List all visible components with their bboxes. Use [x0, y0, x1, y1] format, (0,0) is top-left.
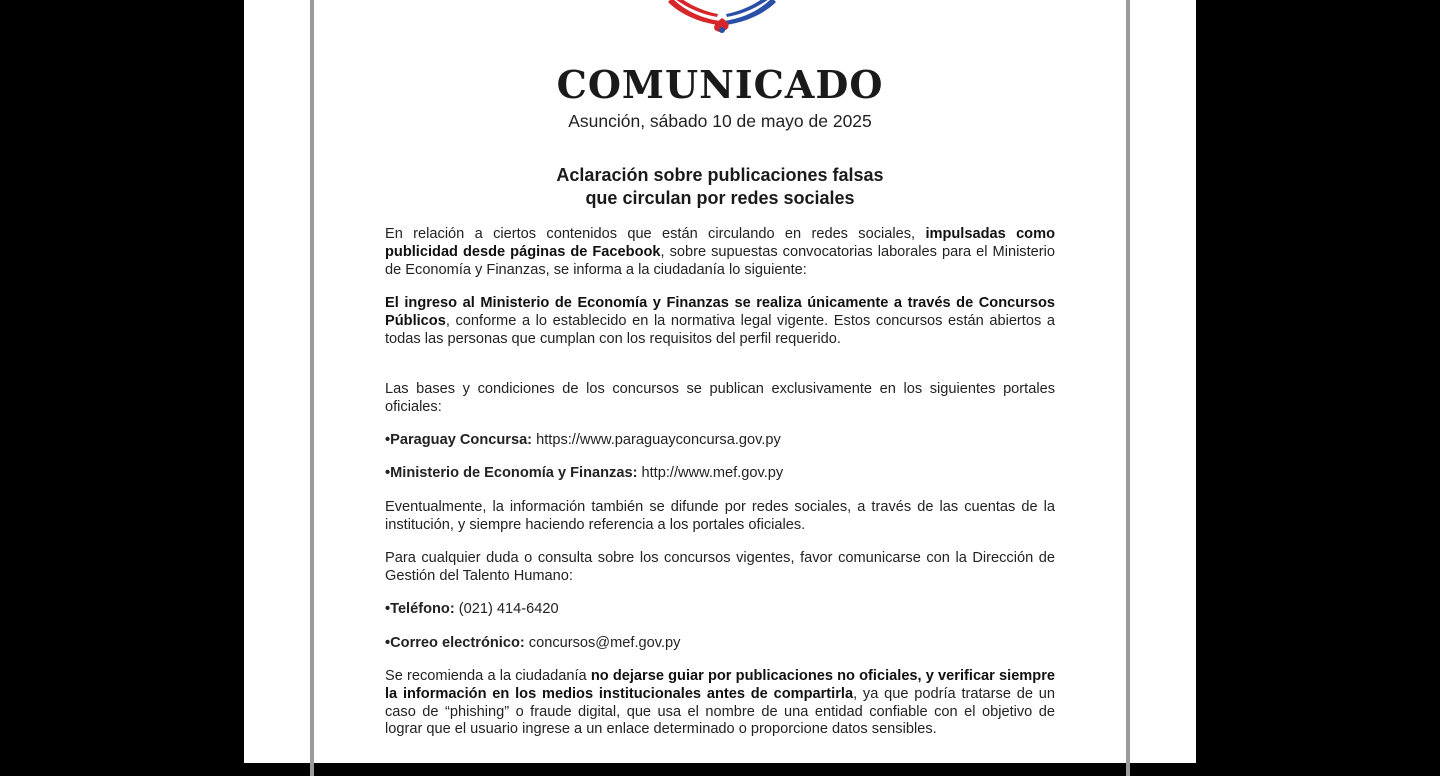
paragraph-text: , ya que podría tratarse de un caso de “phishing” o fraude digital, que usa el nombre de una entidad confiable con el objetivo de lograr que el usuario ingrese a un enlace determinado o proporcione datos sensibles. — [385, 685, 1055, 738]
contact-label: •Correo electrónico: — [385, 635, 525, 651]
portal-item-paraguay-concursa — [385, 432, 1055, 450]
contact-item-phone — [385, 601, 1055, 619]
document-page — [244, 0, 1196, 763]
paragraph-intro — [385, 226, 1055, 279]
paragraph-recomendacion — [385, 668, 1055, 739]
paragraph-text: Se recomienda a la ciudadanía — [385, 668, 591, 684]
portal-url[interactable]: http://www.mef.gov.py — [641, 465, 784, 481]
subtitle-line-1: Aclaración sobre publicaciones falsas — [556, 165, 884, 185]
contact-email[interactable]: concursos@mef.gov.py — [528, 635, 681, 651]
portal-item-mef — [385, 465, 1055, 483]
contact-phone: (021) 414-6420 — [458, 601, 559, 617]
subtitle — [244, 164, 1196, 210]
contact-item-email — [385, 635, 1055, 653]
contact-label: •Teléfono: — [385, 601, 455, 617]
paragraph-text: , sobre supuestas convocatorias laborales para el Ministerio de Economía y Finanzas, se informa a la ciudadanía lo siguiente: — [385, 243, 1055, 278]
paragraph-text: Eventualmente, la información también se difunde por redes sociales, a través de las cuentas de la institución, y siempre haciendo referencia a los portales oficiales. — [385, 499, 1055, 533]
paragraph-text: En relación a ciertos contenidos que están circulando en redes sociales, — [385, 226, 926, 242]
subtitle-line-2: que circulan por redes sociales — [585, 188, 855, 208]
paragraph-bold-text: El ingreso al Ministerio de Economía y Finanzas se realiza únicamente a través de Concursos Públicos — [385, 295, 1055, 329]
paragraph-bold-text: no dejarse guiar por publicaciones no oficiales, y verificar siempre la información en los medios institucionales antes de compartirla — [385, 668, 1055, 702]
paragraph-consultas — [385, 550, 1055, 586]
portal-label: •Ministerio de Economía y Finanzas: — [385, 465, 638, 481]
paragraph-ingreso — [385, 295, 1055, 348]
paragraph-bases — [385, 381, 1055, 417]
page-title: COMUNICADO — [556, 62, 884, 107]
paragraph-bold-text: impulsadas como publicidad desde páginas de Facebook — [385, 226, 1055, 260]
portal-url[interactable]: https://www.paraguayconcursa.gov.py — [536, 432, 781, 448]
paragraph-text: , conforme a lo establecido en la normativa legal vigente. Estos concursos están abiertos a todas las personas que cumplan con los requisitos del perfil requerido. — [385, 312, 1055, 347]
paragraph-text: Las bases y condiciones de los concursos se publican exclusivamente en los siguientes portales oficiales: — [385, 381, 1055, 415]
date-line: Asunción, sábado 10 de mayo de 2025 — [568, 111, 872, 131]
coat-of-arms-emblem — [662, 0, 782, 36]
paragraph-text: Para cualquier duda o consulta sobre los concursos vigentes, favor comunicarse con la Dirección de Gestión del Talento Humano: — [385, 550, 1055, 584]
paragraph-eventualmente — [385, 499, 1055, 535]
portal-label: •Paraguay Concursa: — [385, 432, 533, 448]
